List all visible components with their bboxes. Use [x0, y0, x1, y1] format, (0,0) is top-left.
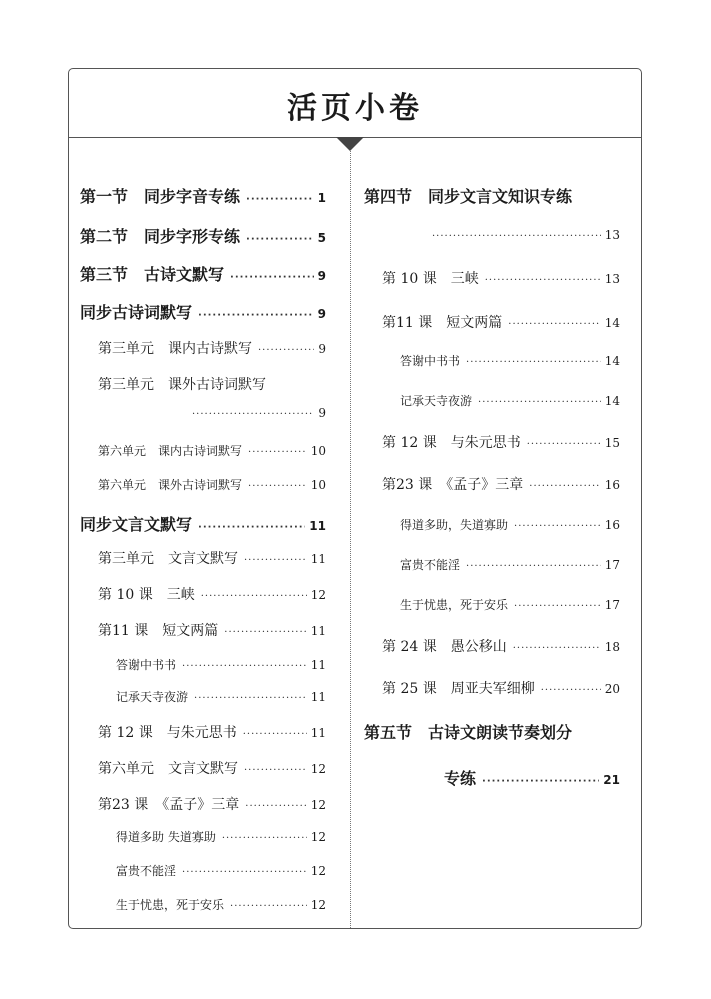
- page-title: 活页小卷: [287, 91, 423, 126]
- toc-entry[interactable]: [80, 300, 326, 323]
- toc-entry[interactable]: [116, 896, 326, 913]
- toc-entry[interactable]: [98, 584, 326, 604]
- toc-entry-page: 20: [604, 682, 620, 696]
- leader-dots: [182, 661, 307, 672]
- toc-entry-page: 12: [310, 798, 326, 812]
- leader-dots: [198, 310, 314, 321]
- toc-entry-title: 第23 课 《孟子》三章: [382, 477, 524, 493]
- toc-entry[interactable]: [400, 596, 620, 613]
- toc-entry-title: 生于忧患，死于安乐: [116, 898, 225, 912]
- toc-entry[interactable]: [98, 374, 326, 394]
- toc-entry-title: 第三节 古诗文默写: [80, 265, 225, 284]
- toc-entry[interactable]: [98, 442, 326, 459]
- toc-entry[interactable]: [98, 548, 326, 568]
- toc-entry-page: 12: [310, 898, 326, 912]
- toc-entry-page: 1: [317, 191, 326, 205]
- leader-dots: [201, 591, 307, 602]
- leader-dots: [541, 685, 601, 696]
- toc-entry-page: 14: [604, 394, 620, 408]
- toc-entry-title: 同步古诗词默写: [80, 303, 193, 322]
- toc-entry-title: 第二节 同步字形专练: [80, 227, 241, 246]
- leader-dots: [243, 729, 307, 740]
- toc-entry-title: 第六单元 文言文默写: [98, 761, 238, 777]
- toc-entry-page: 16: [604, 478, 620, 492]
- toc-entry-page: 11: [309, 519, 326, 533]
- toc-entry-page: 10: [310, 478, 326, 492]
- toc-entry-title: 第四节 同步文言文知识专练: [364, 187, 573, 206]
- leader-dots: [514, 521, 601, 532]
- toc-entry-page: 17: [604, 598, 620, 612]
- toc-entry-page: 11: [310, 690, 326, 704]
- leader-dots: [248, 481, 307, 492]
- toc-entry-title: 答谢中书书: [400, 354, 461, 368]
- toc-entry[interactable]: [98, 338, 326, 358]
- toc-entry-page: 17: [604, 558, 620, 572]
- toc-entry-page: 5: [317, 231, 326, 245]
- toc-entry-page: 21: [603, 773, 620, 787]
- toc-entry[interactable]: [116, 688, 326, 705]
- toc-entry-page: 18: [604, 640, 620, 654]
- toc-entry[interactable]: [98, 758, 326, 778]
- leader-dots: [527, 439, 601, 450]
- toc-entry-title: 第三单元 课内古诗默写: [98, 341, 252, 357]
- leader-dots: [258, 345, 314, 356]
- toc-entry[interactable]: [400, 556, 620, 573]
- toc-entry[interactable]: [98, 794, 326, 814]
- toc-entry[interactable]: [116, 656, 326, 673]
- leader-dots: [432, 231, 601, 242]
- toc-entry[interactable]: [382, 636, 620, 656]
- toc-entry-page: 12: [310, 588, 326, 602]
- toc-entry-title: 得道多助，失道寡助: [400, 518, 509, 532]
- leader-dots: [246, 234, 314, 245]
- header: [69, 69, 641, 138]
- toc-entry-page: 11: [310, 624, 326, 638]
- toc-entry-page: 13: [604, 272, 620, 286]
- toc-entry-page: 12: [310, 830, 326, 844]
- leader-dots: [230, 901, 307, 912]
- leader-dots: [513, 643, 601, 654]
- toc-entry-title: 第 10 课 三峡: [382, 271, 479, 287]
- leader-dots: [245, 801, 306, 812]
- toc-entry-page: 10: [310, 444, 326, 458]
- toc-entry[interactable]: [116, 862, 326, 879]
- leader-dots: [514, 601, 601, 612]
- toc-entry-title: 第11 课 短文两篇: [98, 623, 219, 639]
- toc-entry-page: 12: [310, 864, 326, 878]
- leader-dots: [182, 867, 307, 878]
- toc-entry-title: 第六单元 课外古诗词默写: [98, 478, 243, 492]
- toc-entry[interactable]: [80, 262, 326, 285]
- toc-entry-title: 第23 课 《孟子》三章: [98, 797, 240, 813]
- leader-dots: [246, 194, 314, 205]
- toc-entry[interactable]: [364, 184, 620, 207]
- toc-entry-page: 9: [318, 406, 326, 420]
- leader-dots: [508, 319, 600, 330]
- toc-entry-title: 第三单元 课外古诗词默写: [98, 377, 266, 393]
- toc-entry-page: 14: [604, 354, 620, 368]
- toc-entry[interactable]: [382, 432, 620, 452]
- toc-entry-page: 11: [310, 552, 326, 566]
- column-divider: [350, 151, 351, 928]
- leader-dots: [466, 357, 601, 368]
- toc-entry-title: 专练: [444, 769, 477, 788]
- toc-entry-continuation[interactable]: [444, 766, 620, 789]
- toc-entry-title: 第 10 课 三峡: [98, 587, 195, 603]
- toc-entry-title: 生于忧患，死于安乐: [400, 598, 509, 612]
- toc-entry[interactable]: [400, 392, 620, 409]
- toc-entry[interactable]: [400, 516, 620, 533]
- toc-entry[interactable]: [80, 184, 326, 207]
- leader-dots: [230, 272, 314, 283]
- toc-entry-title: 记承天寺夜游: [400, 394, 473, 408]
- toc-entry[interactable]: [382, 268, 620, 288]
- leader-dots: [244, 765, 307, 776]
- toc-entry-title: 富贵不能淫: [116, 864, 177, 878]
- toc-entry-page: 15: [604, 436, 620, 450]
- toc-entry-title: 第 24 课 愚公移山: [382, 639, 507, 655]
- toc-entry-title: 第 25 课 周亚夫军细柳: [382, 681, 535, 697]
- toc-entry[interactable]: [116, 828, 326, 845]
- toc-entry-page: 14: [604, 316, 620, 330]
- toc-entry[interactable]: [80, 512, 326, 535]
- toc-entry-page: 9: [317, 269, 326, 283]
- toc-entry[interactable]: [382, 474, 620, 494]
- toc-entry-title: 第 12 课 与朱元思书: [98, 725, 237, 741]
- toc-entry-title: 记承天寺夜游: [116, 690, 189, 704]
- toc-entry[interactable]: [98, 620, 326, 640]
- leader-dots: [244, 555, 307, 566]
- leader-dots: [478, 397, 601, 408]
- leader-dots: [194, 693, 307, 704]
- toc-entry-page: 11: [310, 726, 326, 740]
- leader-dots: [529, 481, 600, 492]
- toc-entry[interactable]: [400, 352, 620, 369]
- toc-entry-title: 答谢中书书: [116, 658, 177, 672]
- toc-entry-title: 富贵不能淫: [400, 558, 461, 572]
- toc-entry[interactable]: [80, 224, 326, 247]
- toc-entry[interactable]: [98, 476, 326, 493]
- toc-entry[interactable]: [382, 678, 620, 698]
- toc-entry-page: 13: [604, 228, 620, 242]
- toc-entry[interactable]: [382, 312, 620, 332]
- toc-entry-title: 第三单元 文言文默写: [98, 551, 238, 567]
- leader-dots: [466, 561, 601, 572]
- toc-entry-page: 16: [604, 518, 620, 532]
- toc-entry-title: 第五节 古诗文朗读节奏划分: [364, 723, 573, 742]
- leader-dots: [248, 447, 307, 458]
- leader-dots: [192, 409, 314, 420]
- header-notch-marker: [336, 137, 364, 151]
- toc-entry-continuation[interactable]: [426, 228, 620, 242]
- toc-entry[interactable]: [98, 722, 326, 742]
- leader-dots: [482, 776, 599, 787]
- leader-dots: [198, 522, 305, 533]
- toc-entry-page: 12: [310, 762, 326, 776]
- toc-entry-title: 第一节 同步字音专练: [80, 187, 241, 206]
- toc-entry-title: 同步文言文默写: [80, 515, 193, 534]
- toc-entry-title: 第 12 课 与朱元思书: [382, 435, 521, 451]
- leader-dots: [224, 627, 306, 638]
- toc-entry-page: 11: [310, 658, 326, 672]
- toc-entry-title: 第11 课 短文两篇: [382, 315, 503, 331]
- toc-entry-continuation[interactable]: [186, 406, 326, 420]
- toc-entry-page: 9: [318, 342, 326, 356]
- toc-entry-title: 得道多助 失道寡助: [116, 830, 216, 844]
- toc-entry-page: 9: [317, 307, 326, 321]
- leader-dots: [222, 833, 307, 844]
- toc-entry-title: 第六单元 课内古诗词默写: [98, 444, 243, 458]
- toc-entry[interactable]: [364, 720, 620, 743]
- leader-dots: [485, 275, 601, 286]
